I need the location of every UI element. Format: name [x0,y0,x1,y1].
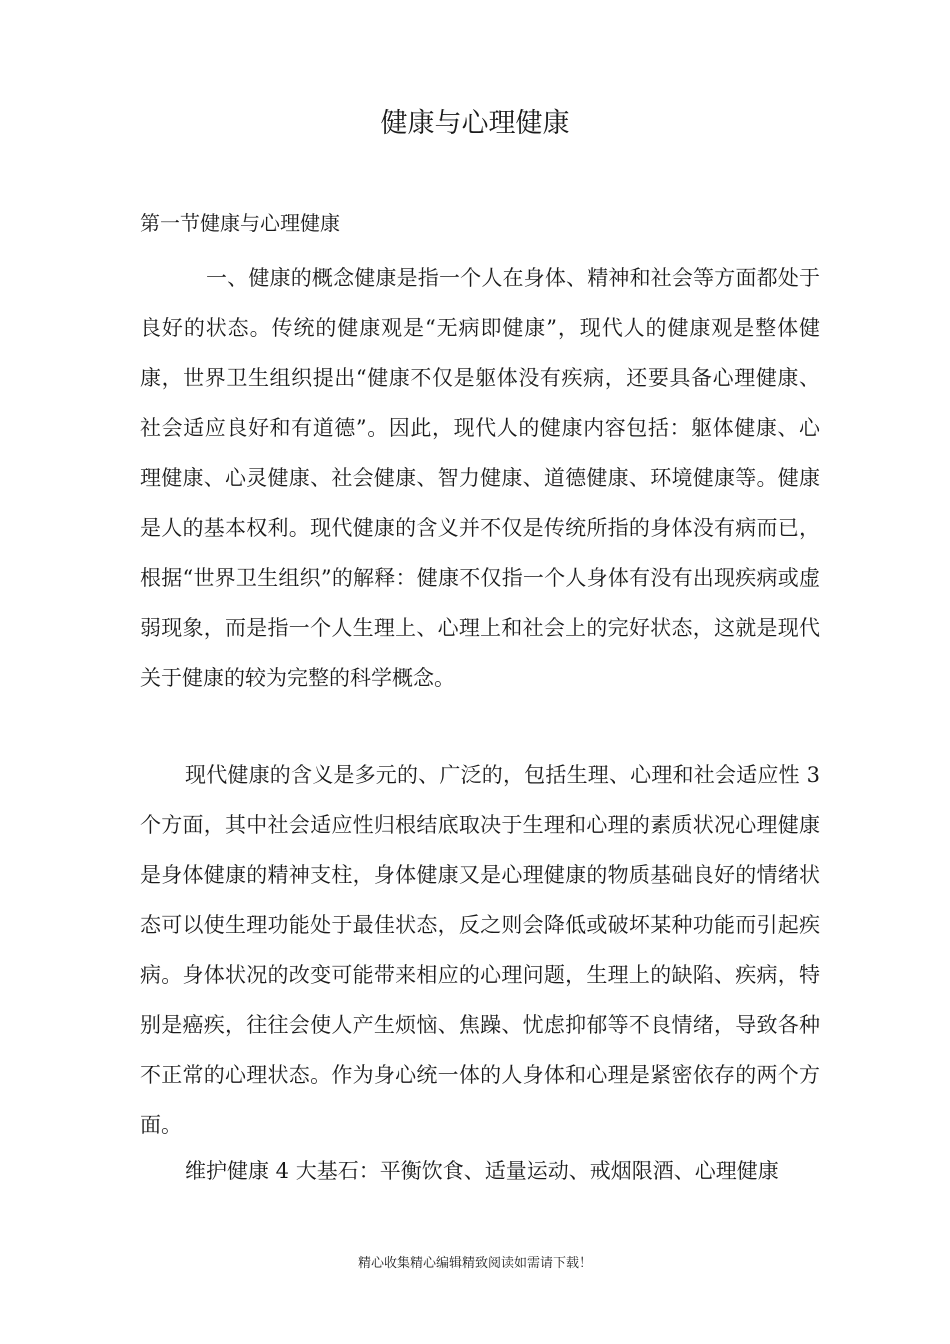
paragraph-four-cornerstones: 维护健康 4 大基石：平衡饮食、适量运动、戒烟限酒、心理健康 [185,1159,779,1183]
paragraph-modern-health: 现代健康的含义是多元的、广泛的，包括生理、心理和社会适应性 3 个方面，其中社会适应性归根结底取决于生理和心理的素质状况心理健康是身体健康的精神支柱，身体健康又是心理健康的物质基础良好的情绪状态可以使生理功能处于最佳状态，反之则会降低或破坏某种功能而引起疾病。身体状况的改变可能带来相应的心理问题，生理上的缺陷、疾病，特别是癌疾，往往会使人产生烦恼、焦躁、忧虑抑郁等不良情绪，导致各种不正常的心理状态。作为身心统一体的人身体和心理是紧密依存的两个方面。 [140,763,820,1137]
section-heading: 第一节健康与心理健康 [140,211,340,235]
paragraph-health-concept: 一、健康的概念健康是指一个人在身体、精神和社会等方面都处于良好的状态。传统的健康观是“无病即健康”，现代人的健康观是整体健康，世界卫生组织提出“健康不仅是躯体没有疾病，还要具备心理健康、社会适应良好和有道德”。因此，现代人的健康内容包括：躯体健康、心理健康、心灵健康、社会健康、智力健康、道德健康、环境健康等。健康是人的基本权利。现代健康的含义并不仅是传统所指的身体没有病而已，根据“世界卫生组织”的解释：健康不仅指一个人身体有没有出现疾病或虚弱现象，而是指一个人生理上、心理上和社会上的完好状态，这就是现代关于健康的较为完整的科学概念。 [140,266,820,690]
page-footer: 精心收集精心编辑精致阅读如需请下载！ [357,1256,592,1271]
document-title: 健康与心理健康 [380,108,570,139]
